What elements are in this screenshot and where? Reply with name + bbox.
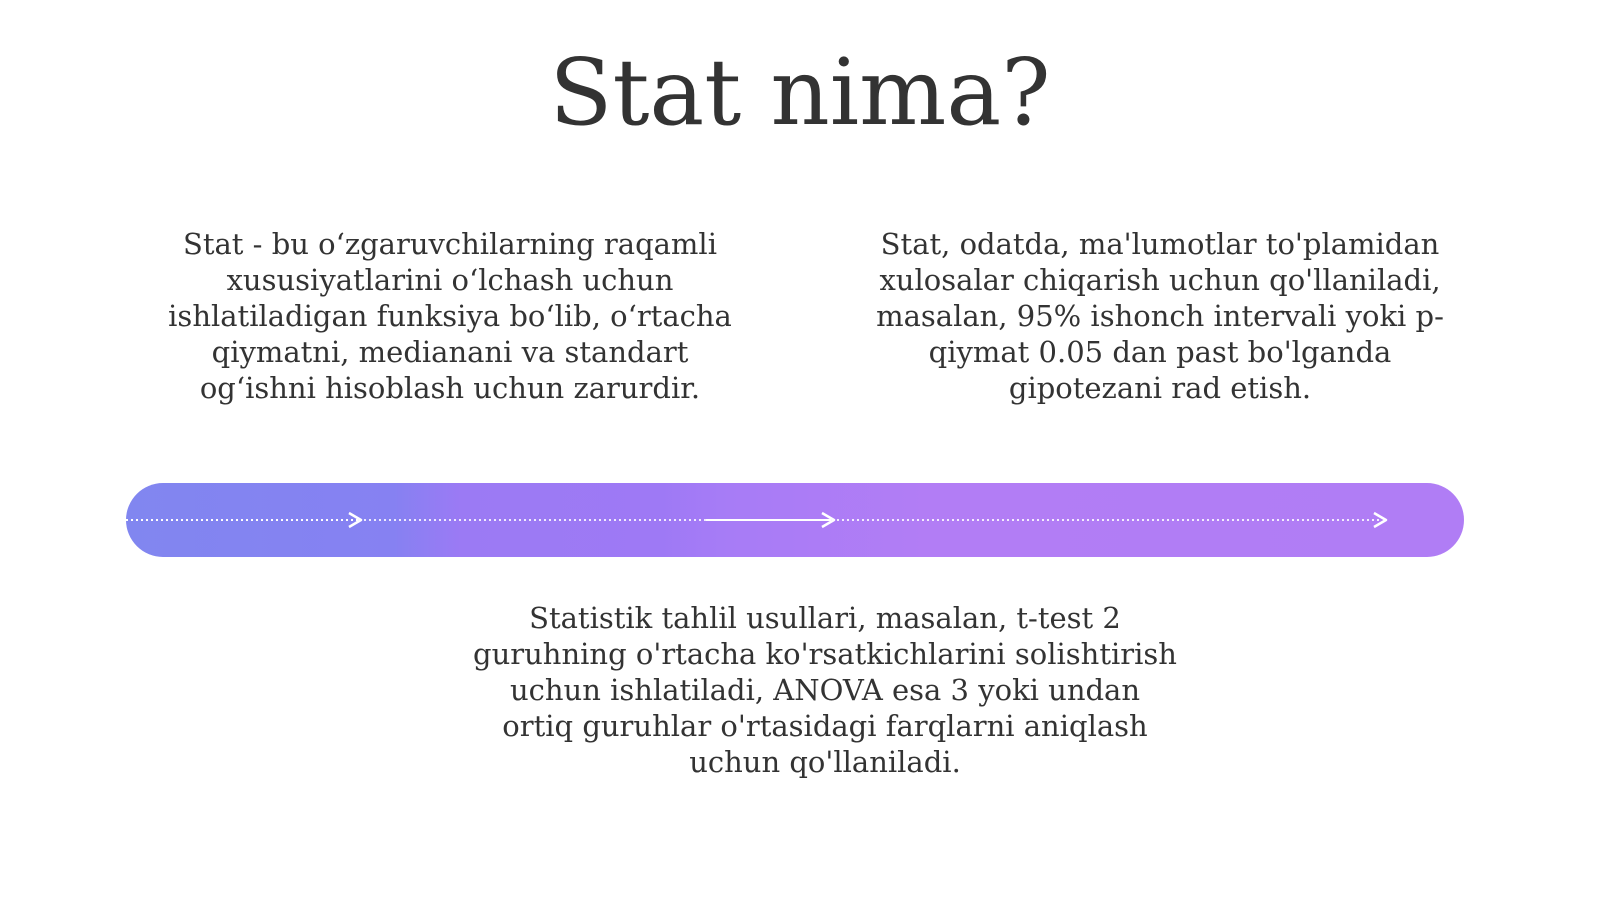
text-block-definition: Stat - bu o‘zgaruvchilarning raqamli xususiyatlarini o‘lchash uchun ishlatiladigan funksiya bo‘lib, o‘rtacha qiymatni, medianani va standart og‘ishni hisoblash uchun zarurdir.: [168, 227, 732, 405]
text-block-methods: Statistik tahlil usullari, masalan, t-test 2 guruhning o'rtacha ko'rsatkichlarini solishtirish uchun ishlatiladi, ANOVA esa 3 yoki undan ortiq guruhlar o'rtasidagi farqlarni aniqlash uchun qo'llaniladi.: [473, 601, 1177, 779]
slide-title: Stat nima?: [549, 39, 1051, 146]
timeline-connector: [126, 483, 1464, 557]
arrow-right-icon: [1374, 513, 1386, 527]
arrow-right-icon: [349, 513, 361, 527]
text-block-inference: Stat, odatda, ma'lumotlar to'plamidan xulosalar chiqarish uchun qo'llaniladi, masalan, 95% ishonch intervali yoki p-qiymat 0.05 dan past bo'lganda gipotezani rad etish.: [876, 227, 1444, 405]
timeline-bar: [126, 483, 1464, 557]
